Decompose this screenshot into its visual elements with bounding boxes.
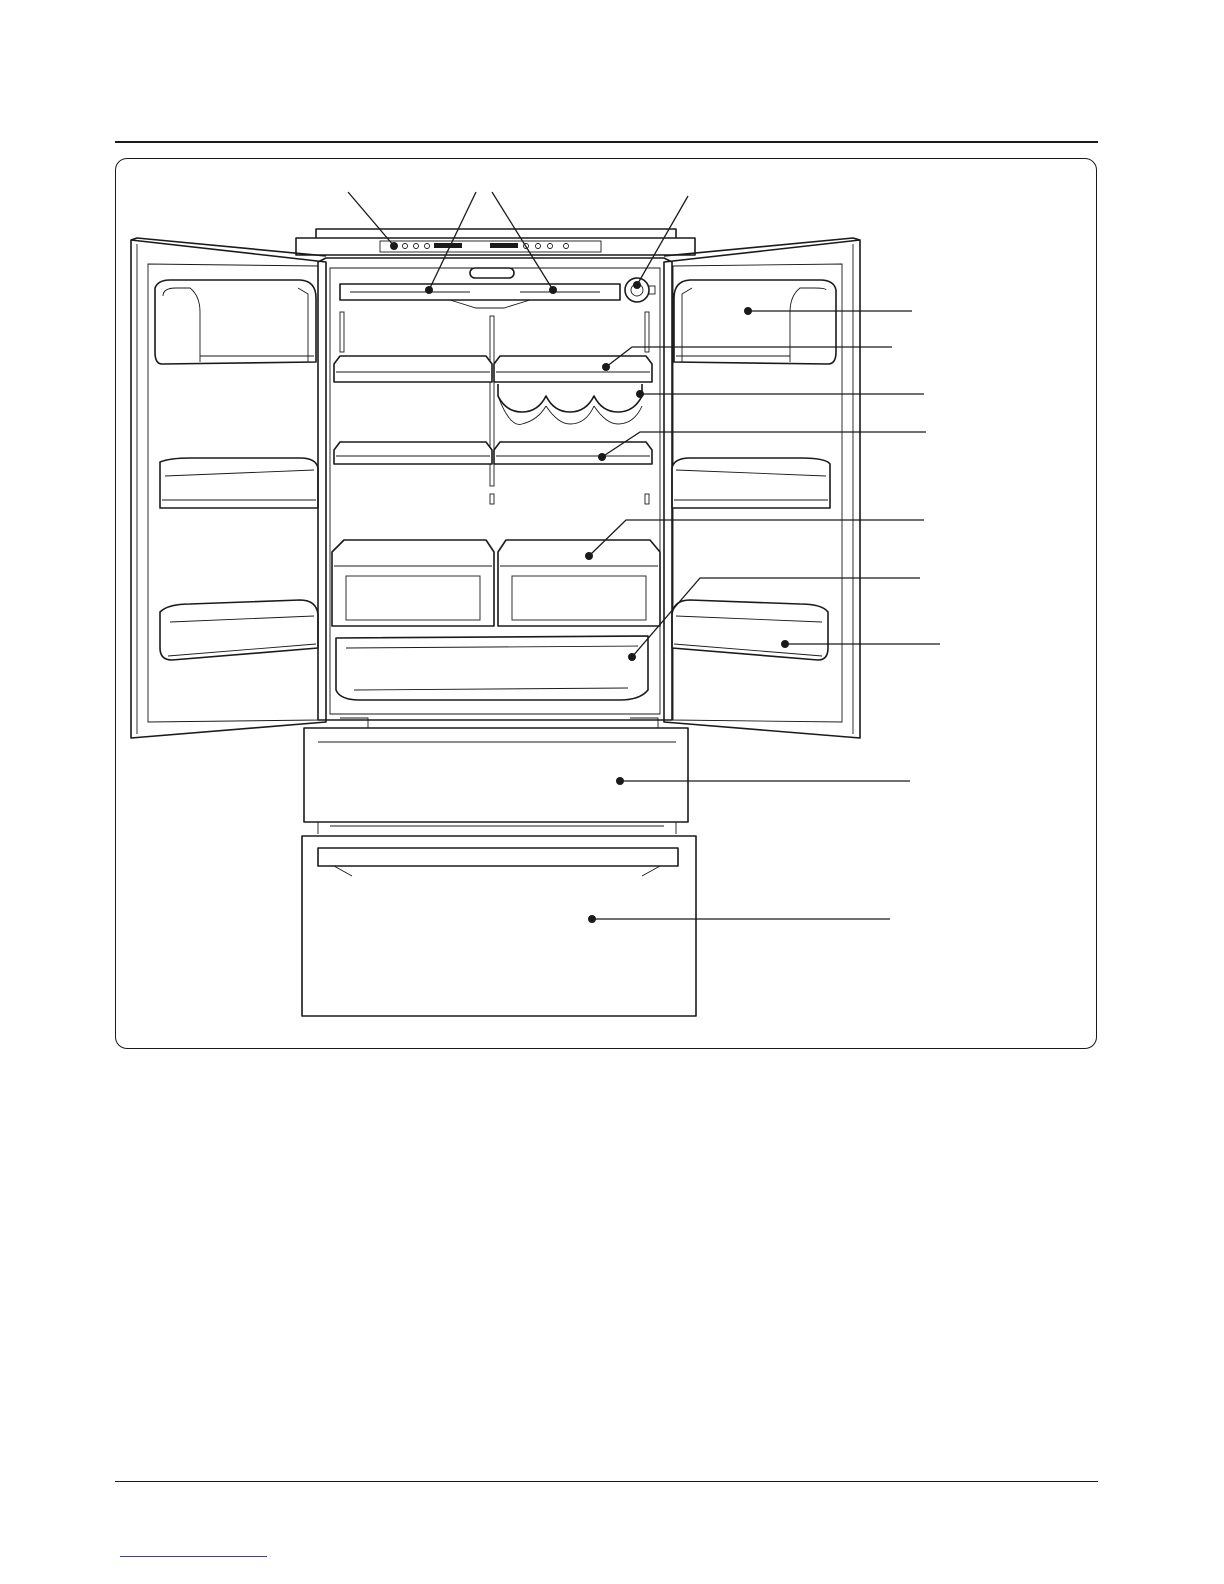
top-cover bbox=[296, 229, 695, 255]
footer-link-underline[interactable] bbox=[120, 1556, 267, 1557]
wine-rack bbox=[498, 384, 642, 424]
lower-freezer-drawer bbox=[302, 826, 696, 1016]
control-panel bbox=[392, 243, 569, 249]
deli-drawer bbox=[336, 636, 648, 700]
interior-light-cover bbox=[340, 268, 620, 308]
left-door-bin-middle bbox=[160, 458, 318, 508]
water-filter bbox=[625, 278, 655, 302]
upper-freezer-drawer bbox=[304, 718, 688, 834]
right-door-bin-middle bbox=[672, 458, 830, 508]
middle-shelves bbox=[334, 442, 652, 504]
footer-rule bbox=[115, 1481, 1098, 1482]
right-door-bin-lower bbox=[672, 600, 828, 660]
left-door-bin-lower bbox=[160, 600, 318, 660]
crisper-drawers bbox=[332, 540, 660, 626]
